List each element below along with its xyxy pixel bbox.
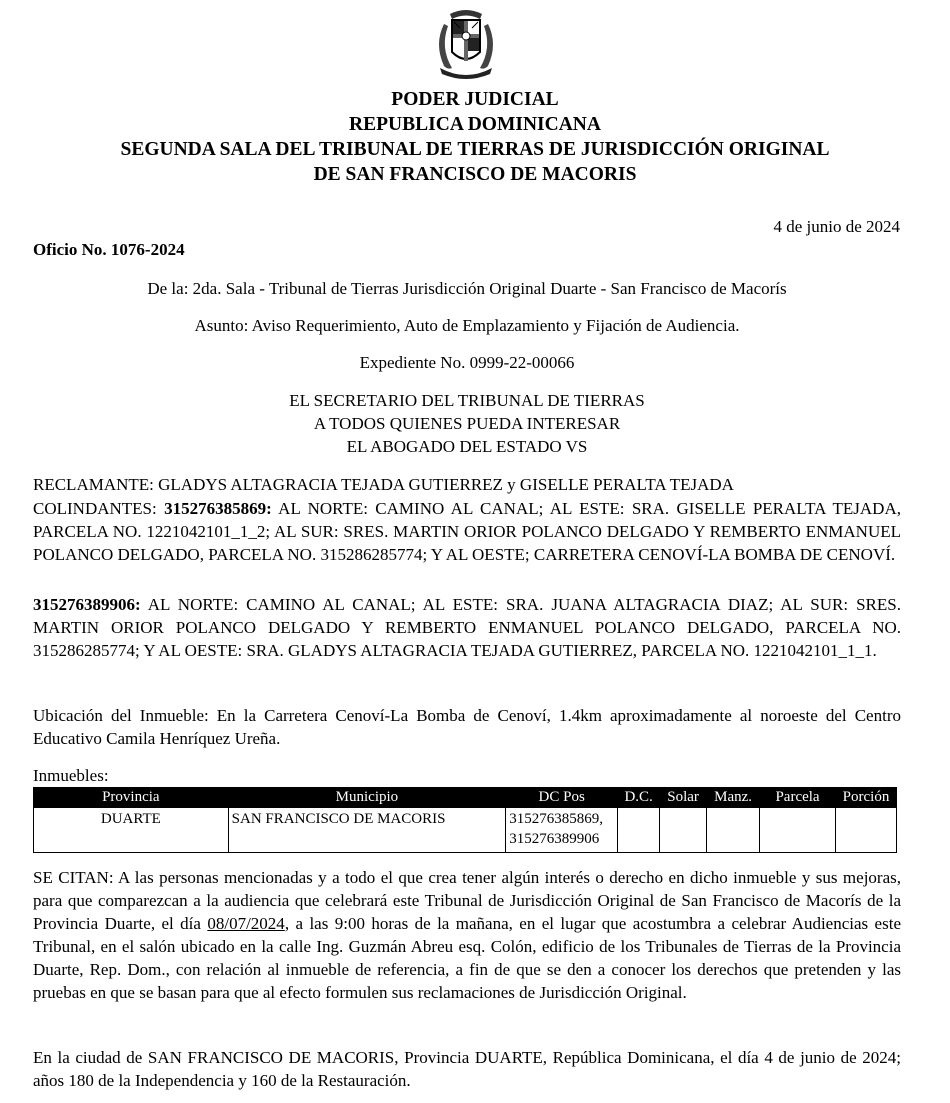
addressee-todos: A TODOS QUIENES PUEDA INTERESAR — [313, 414, 621, 433]
cell-dc-pos-2: 315276389906 — [509, 831, 600, 847]
oficio-number: Oficio No. 1076-2024 — [33, 240, 185, 259]
header-poder-judicial: PODER JUDICIAL — [391, 89, 559, 110]
header-san-francisco: DE SAN FRANCISCO DE MACORIS — [313, 164, 637, 185]
citan-paragraph — [33, 866, 901, 1004]
table-header-row — [34, 788, 897, 808]
audiencia-date: 08/07/2024 — [207, 914, 285, 933]
th-porcion: Porción — [835, 788, 896, 808]
th-dc-pos: DC Pos — [506, 788, 618, 808]
parcel1-id: 315276385869: — [164, 499, 272, 518]
addressee-secretario: EL SECRETARIO DEL TRIBUNAL DE TIERRAS — [289, 391, 645, 410]
cell-porcion — [835, 808, 896, 853]
coat-of-arms-seal — [430, 4, 502, 82]
inmuebles-table — [33, 787, 897, 853]
parcel2-text: AL NORTE: CAMINO AL CANAL; AL ESTE: SRA. JUANA ALTAGRACIA DIAZ; AL SUR: SRES. MARTIN ORIOR POLANCO DELGADO Y REMBERTO ENMANUEL POLANCO DELGADO, PARCELA NO. 315286285774; Y AL OESTE: SRA. GLADYS ALTAGRACIA TEJADA GUTIERREZ, PARCELA NO. 1221042101_1_1. — [33, 595, 901, 660]
header-republica: REPUBLICA DOMINICANA — [349, 114, 601, 135]
cell-dc-pos — [506, 808, 618, 853]
cell-dc-pos-1: 315276385869, — [509, 811, 603, 827]
parcel2-paragraph — [33, 593, 901, 662]
table-row — [34, 808, 897, 853]
citan-text-a: SE CITAN: A las personas mencionadas y a todo el que crea tener algún interés o derecho en dicho inmueble y sus mejoras, para que comparezcan a la audiencia que celebrará este Tribunal de Jurisdicción Original de San Francisco de Macorís de la Provincia Duarte, el día — [33, 868, 901, 933]
cell-parcela — [760, 808, 836, 853]
cell-dc — [618, 808, 660, 853]
colindantes-label: COLINDANTES: — [33, 499, 165, 518]
expediente-line: Expediente No. 0999-22-00066 — [359, 353, 575, 372]
th-dc: D.C. — [618, 788, 660, 808]
th-municipio: Municipio — [228, 788, 506, 808]
cell-municipio: SAN FRANCISCO DE MACORIS — [228, 808, 506, 853]
document-date: 4 de junio de 2024 — [773, 217, 900, 236]
cell-solar — [660, 808, 707, 853]
th-parcela: Parcela — [760, 788, 836, 808]
closing-paragraph: En la ciudad de SAN FRANCISCO DE MACORIS, Provincia DUARTE, República Dominicana, el día 4 de junio de 2024; años 180 de la Independencia y 160 de la Restauración. — [33, 1048, 901, 1090]
citan-text-b: , a las 9:00 horas de la mañana, en el lugar que acostumbra a celebrar Audiencias este Tribunal, en el salón ubicado en la calle Ing. Guzmán Abreu esq. Colón, edificio de los Tribunales de Tierras de la Provincia Duarte, Rep. Dom., con relación al inmueble de referencia, a fin de que se den a conocer los derechos que pretenden y las pruebas en que se basan para que al efecto formulen sus reclamaciones de Jurisdicción Original. — [33, 914, 901, 1002]
colindantes-paragraph — [33, 497, 901, 566]
asunto-line: Asunto: Aviso Requerimiento, Auto de Emplazamiento y Fijación de Audiencia. — [194, 316, 740, 335]
ubicacion-paragraph: Ubicación del Inmueble: En la Carretera Cenoví-La Bomba de Cenoví, 1.4km aproximadamente al noroeste del Centro Educativo Camila Henríquez Ureña. — [33, 706, 901, 748]
addressee-abogado: EL ABOGADO DEL ESTADO VS — [346, 437, 588, 456]
header-segunda-sala: SEGUNDA SALA DEL TRIBUNAL DE TIERRAS DE JURISDICCIÓN ORIGINAL — [120, 139, 830, 160]
parcel1-text: AL NORTE: CAMINO AL CANAL; AL ESTE: SRA. GISELLE PERALTA TEJADA, PARCELA NO. 1221042101_1_2; AL SUR: SRES. MARTIN ORIOR POLANCO DELGADO Y REMBERTO ENMANUEL POLANCO DELGADO, PARCELA NO. 315286285774; Y AL OESTE; CARRETERA CENOVÍ-LA BOMBA DE CENOVÍ. — [33, 499, 901, 564]
inmuebles-label: Inmuebles: — [33, 766, 109, 785]
parcel2-id: 315276389906: — [33, 595, 141, 614]
cell-provincia: DUARTE — [34, 808, 229, 853]
th-solar: Solar — [660, 788, 707, 808]
cell-manz — [707, 808, 760, 853]
reclamante-line: RECLAMANTE: GLADYS ALTAGRACIA TEJADA GUTIERREZ y GISELLE PERALTA TEJADA — [33, 475, 734, 494]
th-provincia: Provincia — [34, 788, 229, 808]
th-manz: Manz. — [707, 788, 760, 808]
de-la-line: De la: 2da. Sala - Tribunal de Tierras Jurisdicción Original Duarte - San Francisco de Macorís — [147, 279, 787, 298]
